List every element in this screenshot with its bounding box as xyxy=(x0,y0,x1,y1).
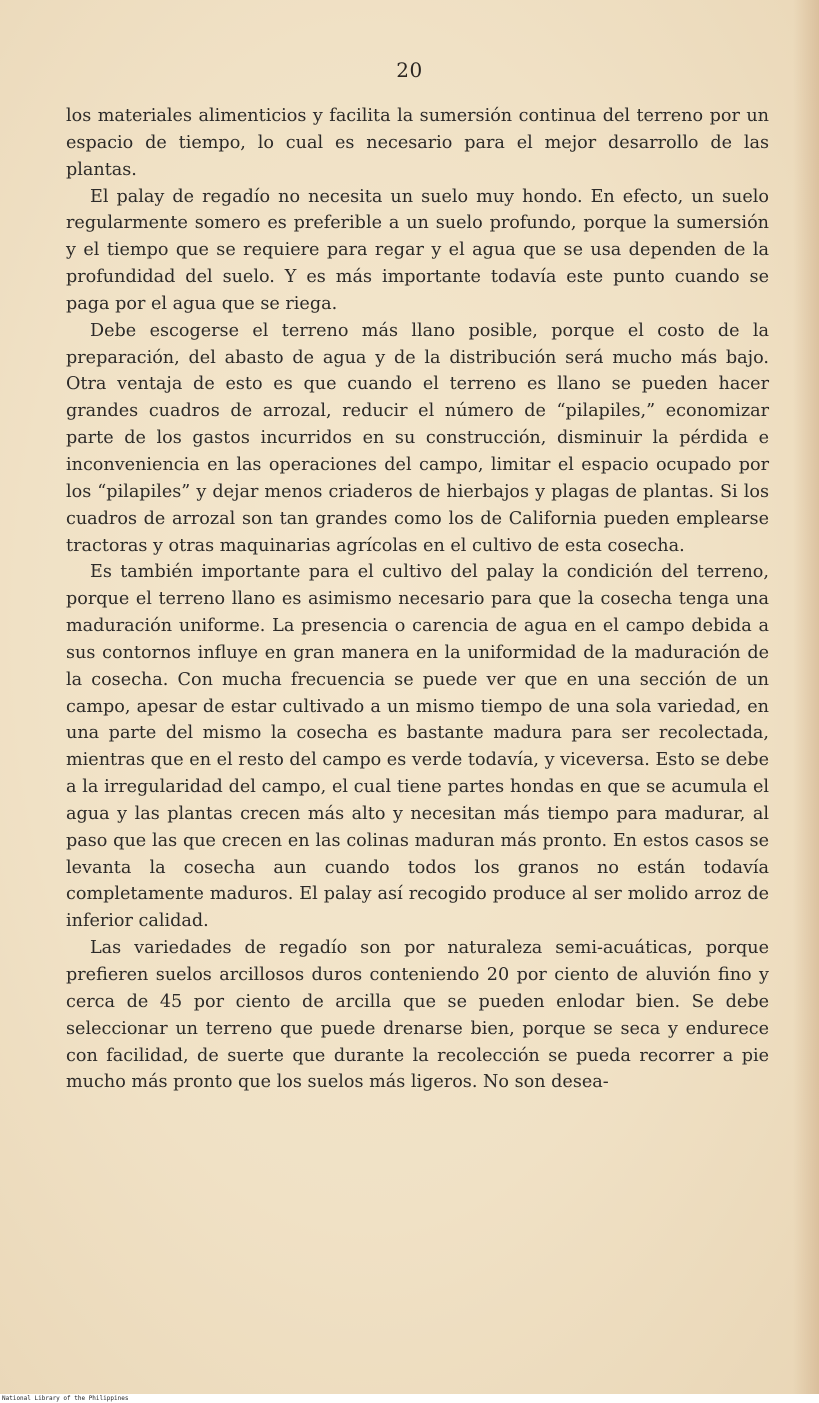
paragraph-3: Debe escogerse el terreno más llano posible, porque el costo de la preparación, del abasto de agua y de la distribución será mucho más bajo. Otra ventaja de esto es que cuando el terreno es llano se pueden hacer grandes cuadros de arrozal, reducir el número de “pilapiles,” economizar parte de los gastos incurridos en su construcción, disminuir la pérdida e inconveniencia en las operaciones del campo, limitar el espacio ocupado por los “pilapiles” y dejar menos criaderos de hierbajos y plagas de plantas. Si los cuadros de arrozal son tan grandes como los de California pueden emplearse tractoras y otras maquinarias agrícolas en el cultivo de esta cosecha. xyxy=(66,320,769,556)
paragraph-5: Las variedades de regadío son por naturaleza semi-acuáticas, porque prefieren suelos arcillosos duros conteniendo 20 por ciento de aluvión fino y cerca de 45 por ciento de arcilla que se pueden enlodar bien. Se debe seleccionar un terreno que puede drenarse bien, porque se seca y endurece con facilidad, de suerte que durante la recolección se pueda recorrer a pie mucho más pronto que los suelos más ligeros. No son desea- xyxy=(66,938,769,1093)
paragraph-4: Es también importante para el cultivo del palay la condición del terreno, porque el terreno llano es asimismo necesario para que la cosecha tenga una maduración uniforme. La presencia o carencia de agua en el campo debida a sus contornos influye en gran manera en la uniformidad de la maduración de la cosecha. Con mucha frecuencia se puede ver que en una sección de un campo, apesar de estar cultivado a un mismo tiempo de una sola variedad, en una parte del mismo la cosecha es bastante madura para ser recolectada, mientras que en el resto del campo es verde todavía, y viceversa. Esto se debe a la irregularidad del campo, el cual tiene partes hondas en que se acumula el agua y las plantas crecen más alto y necesitan más tiempo para madurar, al paso que las que crecen en las colinas maduran más pronto. En estos casos se levanta la cosecha aun cuando todos los granos no están todavía completamente maduros. El palay así recogido produce al ser molido arroz de inferior calidad. xyxy=(66,562,769,932)
page-number: 20 xyxy=(396,58,423,82)
page-edge-shadow xyxy=(793,0,819,1394)
library-credit: National Library of the Philippines xyxy=(2,1395,129,1402)
page-text xyxy=(66,103,769,1096)
paragraph-2: El palay de regadío no necesita un suelo muy hondo. En efecto, un suelo regularmente somero es preferible a un suelo profundo, porque la sumersión y el tiempo que se requiere para regar y el agua que se usa dependen de la profundidad del suelo. Y es más importante todavía este punto cuando se paga por el agua que se riega. xyxy=(66,186,769,314)
paragraph-1: los materiales alimenticios y facilita la sumersión continua del terreno por un espacio de tiempo, lo cual es necesario para el mejor desarrollo de las plantas. xyxy=(66,106,769,180)
